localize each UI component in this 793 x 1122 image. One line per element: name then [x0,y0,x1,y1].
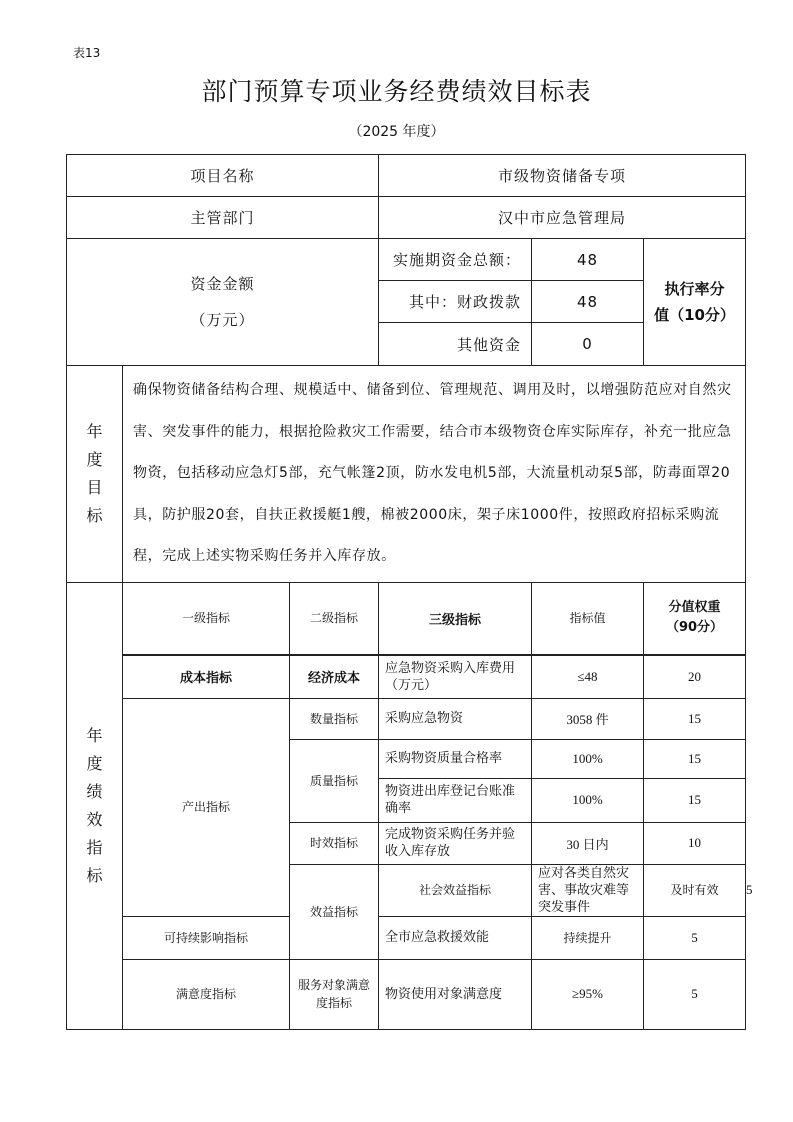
indicator-label-char: 标 [86,865,103,885]
funds-fiscal-label: 其中：财政拨款 [379,281,532,323]
satisfaction-level1: 满意度指标 [123,959,290,1029]
output-timeliness-level2: 时效指标 [290,822,379,864]
benefit-sustainable-weight: 5 [644,916,746,959]
output-quality-weight: 15 [644,778,746,822]
benefit-level1: 效益指标 [290,864,379,959]
benefit-sustainable-row [67,916,746,959]
output-quantity-weight: 15 [644,698,746,739]
header-weight [644,582,746,655]
header-weight-total: （90分） [665,620,724,636]
annual-goal-label [67,366,123,583]
benefit-social-row: 效益指标 社会效益指标 应对各类自然灾害、事故灾难等突发事件 及时有效 5 [67,864,746,916]
indicator-label-char: 绩 [86,781,103,801]
header-weight-label: 分值权重 [668,600,721,616]
performance-indicator-label [67,582,123,1029]
annual-goal-label-char: 度 [86,449,103,469]
indicator-label-char: 指 [86,837,103,857]
annual-goal-label-char: 目 [86,477,103,497]
output-quantity-value: 3058 件 [532,698,644,739]
funds-total-label: 实施期资金总额： [379,239,532,281]
funds-label [67,239,379,366]
benefit-social-level3: 应对各类自然灾害、事故灾难等突发事件 [532,864,644,916]
annual-goal-label-char: 标 [86,505,103,525]
funds-fiscal-value: 48 [532,281,644,323]
annual-goal-label-char: 年 [86,421,103,441]
output-quality-level3: 采购物资质量合格率 [379,739,532,778]
benefit-social-level2: 社会效益指标 [379,864,532,916]
cost-level2: 经济成本 [290,655,379,698]
indicator-label-char: 年 [86,725,103,745]
budget-year: （2025 年度） [348,124,445,140]
output-quality-weight: 15 [644,739,746,778]
indicator-header-row [67,582,746,655]
header-level3: 三级指标 [379,582,532,655]
funds-other-label: 其他资金 [379,323,532,366]
output-quality-value: 100% [532,739,644,778]
header-level2: 二级指标 [290,582,379,655]
output-quantity-row [67,698,746,739]
benefit-sustainable-value: 持续提升 [532,916,644,959]
benefit-sustainable-level2: 可持续影响指标 [123,916,290,959]
output-level1: 产出指标 [123,698,290,916]
funds-label-unit: （万元） [190,311,255,329]
funds-other-value: 0 [532,323,644,366]
execution-rate-line1: 执行率分 [664,280,725,298]
indicator-label-char: 效 [86,809,103,829]
satisfaction-value: ≥95% [532,959,644,1029]
department-row [67,197,746,239]
cost-level1: 成本指标 [123,655,290,698]
cost-value: ≤48 [532,655,644,698]
cost-weight: 20 [644,655,746,698]
benefit-social-value: 及时有效 [644,864,746,916]
benefit-sustainable-level3: 全市应急救援效能 [379,916,532,959]
annual-goal-row [67,366,746,583]
department-label: 主管部门 [67,197,379,239]
page-title: 部门预算专项业务经费绩效目标表 [201,77,592,106]
header-value: 指标值 [532,582,644,655]
satisfaction-level2: 服务对象满意度指标 [290,959,379,1029]
satisfaction-level3: 物资使用对象满意度 [379,959,532,1029]
project-name-row [67,155,746,197]
funds-total-value: 48 [532,239,644,281]
output-quality-level2: 质量指标 [290,739,379,822]
performance-target-table [66,154,753,1030]
output-timeliness-value: 30 日内 [532,822,644,864]
output-quantity-level2: 数量指标 [290,698,379,739]
header-level1: 一级指标 [123,582,290,655]
project-name-value: 市级物资储备专项 [379,155,746,197]
output-timeliness-weight: 10 [644,822,746,864]
funds-label-line1: 资金金额 [190,275,255,293]
cost-level3: 应急物资采购入库费用（万元） [379,655,532,698]
execution-rate-score [644,239,746,366]
execution-rate-line2: 值（10分） [654,306,735,324]
satisfaction-row [67,959,746,1029]
table-number: 表13 [73,46,101,60]
satisfaction-weight: 5 [644,959,746,1029]
output-quality-level3: 物资进出库登记台账准确率 [379,778,532,822]
annual-goal-text: 确保物资储备结构合理、规模适中、储备到位、管理规范、调用及时，以增强防范应对自然灾害、突发事件的能力，根据抢险救灾工作需要，结合市本级物资仓库实际库存，补充一批应急物资，包括移动应急灯5部，充气帐篷2顶，防水发电机5部，大流量机动泵5部，防毒面罩20具，防护服20套，自扶正救援艇1艘，棉被2000床，架子床1000件，按照政府招标采购流程，完成上述实物采购任务并入库存放。 [123,366,746,583]
indicator-label-char: 度 [86,753,103,773]
cost-indicator-row [67,655,746,698]
output-timeliness-level3: 完成物资采购任务并验收入库存放 [379,822,532,864]
output-quality-value: 100% [532,778,644,822]
department-value: 汉中市应急管理局 [379,197,746,239]
output-quantity-level3: 采购应急物资 [379,698,532,739]
project-name-label: 项目名称 [67,155,379,197]
funds-total-row [67,239,746,281]
